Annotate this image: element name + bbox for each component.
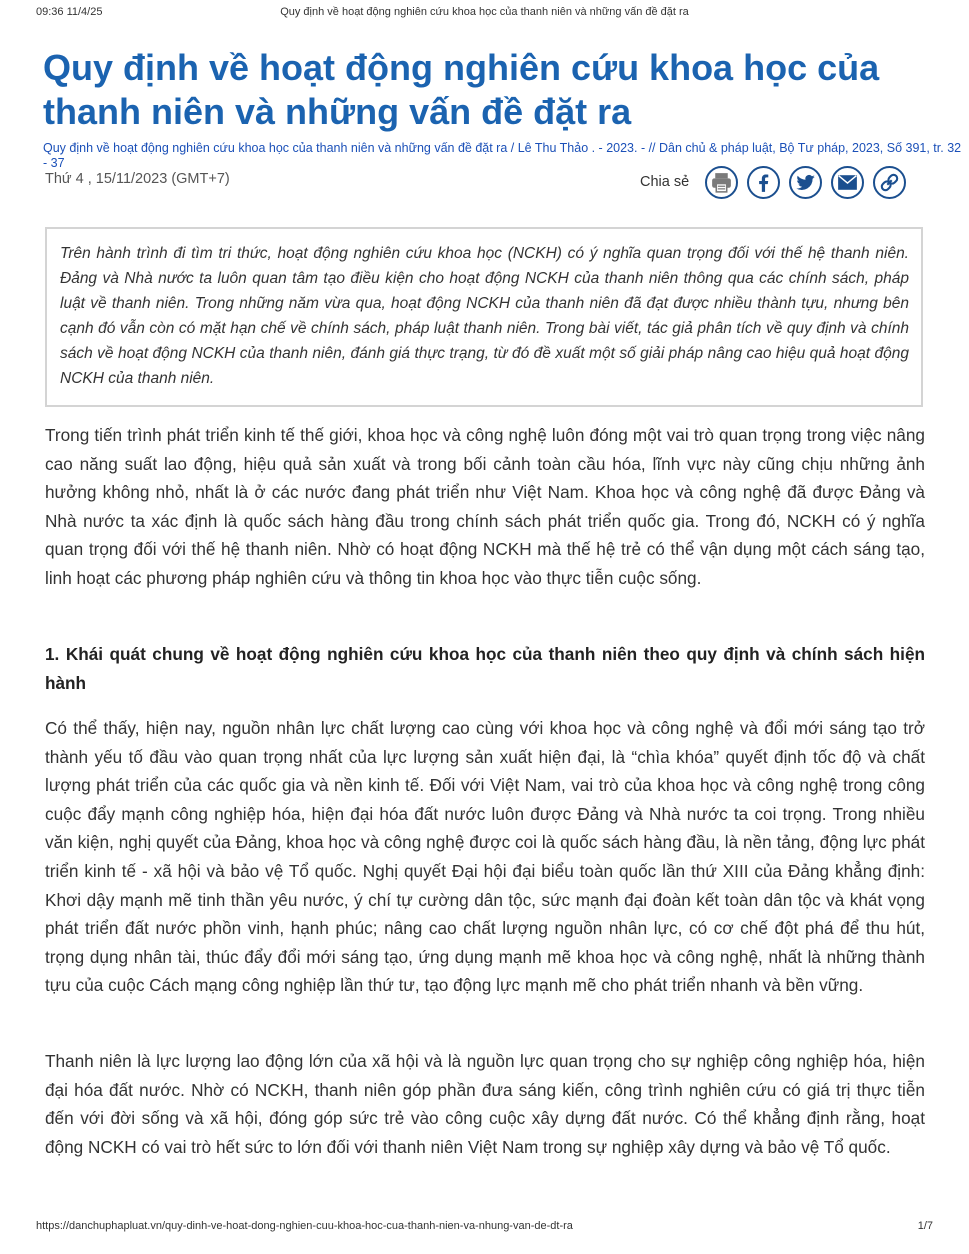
- twitter-icon: [793, 170, 818, 195]
- section-heading-1: [45, 640, 925, 697]
- copy-link-button[interactable]: [873, 166, 906, 199]
- paragraph-3: Thanh niên là lực lượng lao động lớn của xã hội và là nguồn lực quan trọng cho sự nghiệp công nghiệp hóa, hiện đại hóa đất nước. Nhờ có NCKH, thanh niên góp phần đưa sáng kiến, công trình nghiên cứu có giá trị thực tiễn đến với đời sống và xã hội, đóng góp sức trẻ vào công cuộc xây dựng đất nước. Có thể khẳng định rằng, hoạt động NCKH có vai trò hết sức to lớn đối với thanh niên Việt Nam trong sự nghiệp xây dựng và bảo vệ Tổ quốc.: [45, 1051, 925, 1157]
- section-heading-text: Khái quát chung về hoạt động nghiên cứu khoa học của thanh niên theo quy định và chính sách hiện hành: [45, 644, 926, 693]
- page-number: 1/7: [917, 1220, 933, 1232]
- publish-date: Thứ 4 , 15/11/2023 (GMT+7): [45, 171, 230, 187]
- share-bar: [640, 164, 915, 200]
- print-icon: [709, 170, 734, 195]
- link-icon: [877, 170, 902, 195]
- page-url: https://danchuphapluat.vn/quy-dinh-ve-hoat-dong-nghien-cuu-khoa-hoc-cua-thanh-nien-va-nhung-van-de-dt-ra: [36, 1220, 573, 1232]
- email-share-button[interactable]: [831, 166, 864, 199]
- print-button[interactable]: [705, 166, 738, 199]
- paragraph-2: Có thể thấy, hiện nay, nguồn nhân lực chất lượng cao cùng với khoa học và công nghệ và đổi mới sáng tạo trở thành yếu tố đầu vào quan trọng nhất của lực lượng sản xuất hiện đại, là “chìa khóa” quyết định tốc độ và chất lượng phát triển của các quốc gia và nền kinh tế. Đối với Việt Nam, vai trò của khoa học và công nghệ trong công cuộc đẩy mạnh công nghiệp hóa, hiện đại hóa đất nước luôn được Đảng và Nhà nước ta coi trọng. Trong nhiều văn kiện, nghị quyết của Đảng, khoa học và công nghệ được coi là quốc sách hàng đầu, là nền tảng, động lực phát triển kinh tế - xã hội và bảo vệ Tổ quốc. Nghị quyết Đại hội đại biểu toàn quốc lần thứ XIII của Đảng khẳng định: Khơi dậy mạnh mẽ tinh thần yêu nước, ý chí tự cường dân tộc, sức mạnh đại đoàn kết toàn dân tộc và khát vọng phát triển đất nước phồn vinh, hạnh phúc; nâng cao chất lượng nguồn nhân lực, có cơ chế đột phá để thu hút, trọng dụng nhân tài, thúc đẩy đổi mới sáng tạo, ứng dụng mạnh mẽ khoa học và công nghệ, nhất là những thành tựu của cuộc Cách mạng công nghiệp lần thứ tư, tạo động lực mạnh mẽ cho phát triển nhanh và bền vững.: [45, 718, 925, 996]
- facebook-icon: [751, 170, 776, 195]
- article-abstract: Trên hành trình đi tìm tri thức, hoạt động nghiên cứu khoa học (NCKH) có ý nghĩa quan trọng đối với thế hệ thanh niên. Đảng và Nhà nước ta luôn quan tâm tạo điều kiện cho hoạt động NCKH của thanh niên thông qua các chính sách, pháp luật về thanh niên. Trong những năm vừa qua, hoạt động NCKH của thanh niên đã đạt được nhiều thành tựu, nhưng bên cạnh đó vẫn còn có mặt hạn chế về chính sách, pháp luật thanh niên. Trong bài viết, tác giả phân tích về quy định và chính sách về hoạt động NCKH của thanh niên, đánh giá thực trạng, từ đó đề xuất một số giải pháp nâng cao hiệu quả hoạt động NCKH của thanh niên.: [45, 227, 923, 407]
- facebook-share-button[interactable]: [747, 166, 780, 199]
- print-timestamp: 09:36 11/4/25: [36, 6, 103, 18]
- share-label: Chia sẻ: [640, 174, 690, 190]
- article-title: Quy định về hoạt động nghiên cứu khoa học của thanh niên và những vấn đề đặt ra: [43, 47, 880, 132]
- citation-link[interactable]: Quy định về hoạt động nghiên cứu khoa học của thanh niên và những vấn đề đặt ra / Lê Thu Thảo . - 2023. - // Dân chủ & pháp luật, Bộ Tư pháp, 2023, Số 391, tr. 32 - 37: [43, 141, 962, 170]
- twitter-share-button[interactable]: [789, 166, 822, 199]
- paragraph-intro: Trong tiến trình phát triển kinh tế thế giới, khoa học và công nghệ luôn đóng một vai trò quan trọng trong việc nâng cao năng suất lao động, hiệu quả sản xuất và trong bối cảnh toàn cầu hóa, lĩnh vực này cũng chịu những ảnh hưởng không nhỏ, nhất là ở các nước đang phát triển như Việt Nam. Khoa học và công nghệ đã được Đảng và Nhà nước ta xác định là quốc sách hàng đầu trong chính sách phát triển quốc gia. Trong đó, NCKH có ý nghĩa quan trọng đối với thế hệ thanh niên. Nhờ có hoạt động NCKH mà thế hệ trẻ có thể vận dụng một cách sáng tạo, linh hoạt các phương pháp nghiên cứu và thông tin khoa học vào thực tiễn cuộc sống.: [45, 425, 925, 588]
- section-heading-number: 1.: [45, 644, 60, 664]
- print-page-title: Quy định về hoạt động nghiên cứu khoa học của thanh niên và những vấn đề đặt ra: [280, 6, 689, 18]
- print-footer: [36, 1220, 933, 1236]
- email-icon: [835, 170, 860, 195]
- print-header: [36, 6, 933, 22]
